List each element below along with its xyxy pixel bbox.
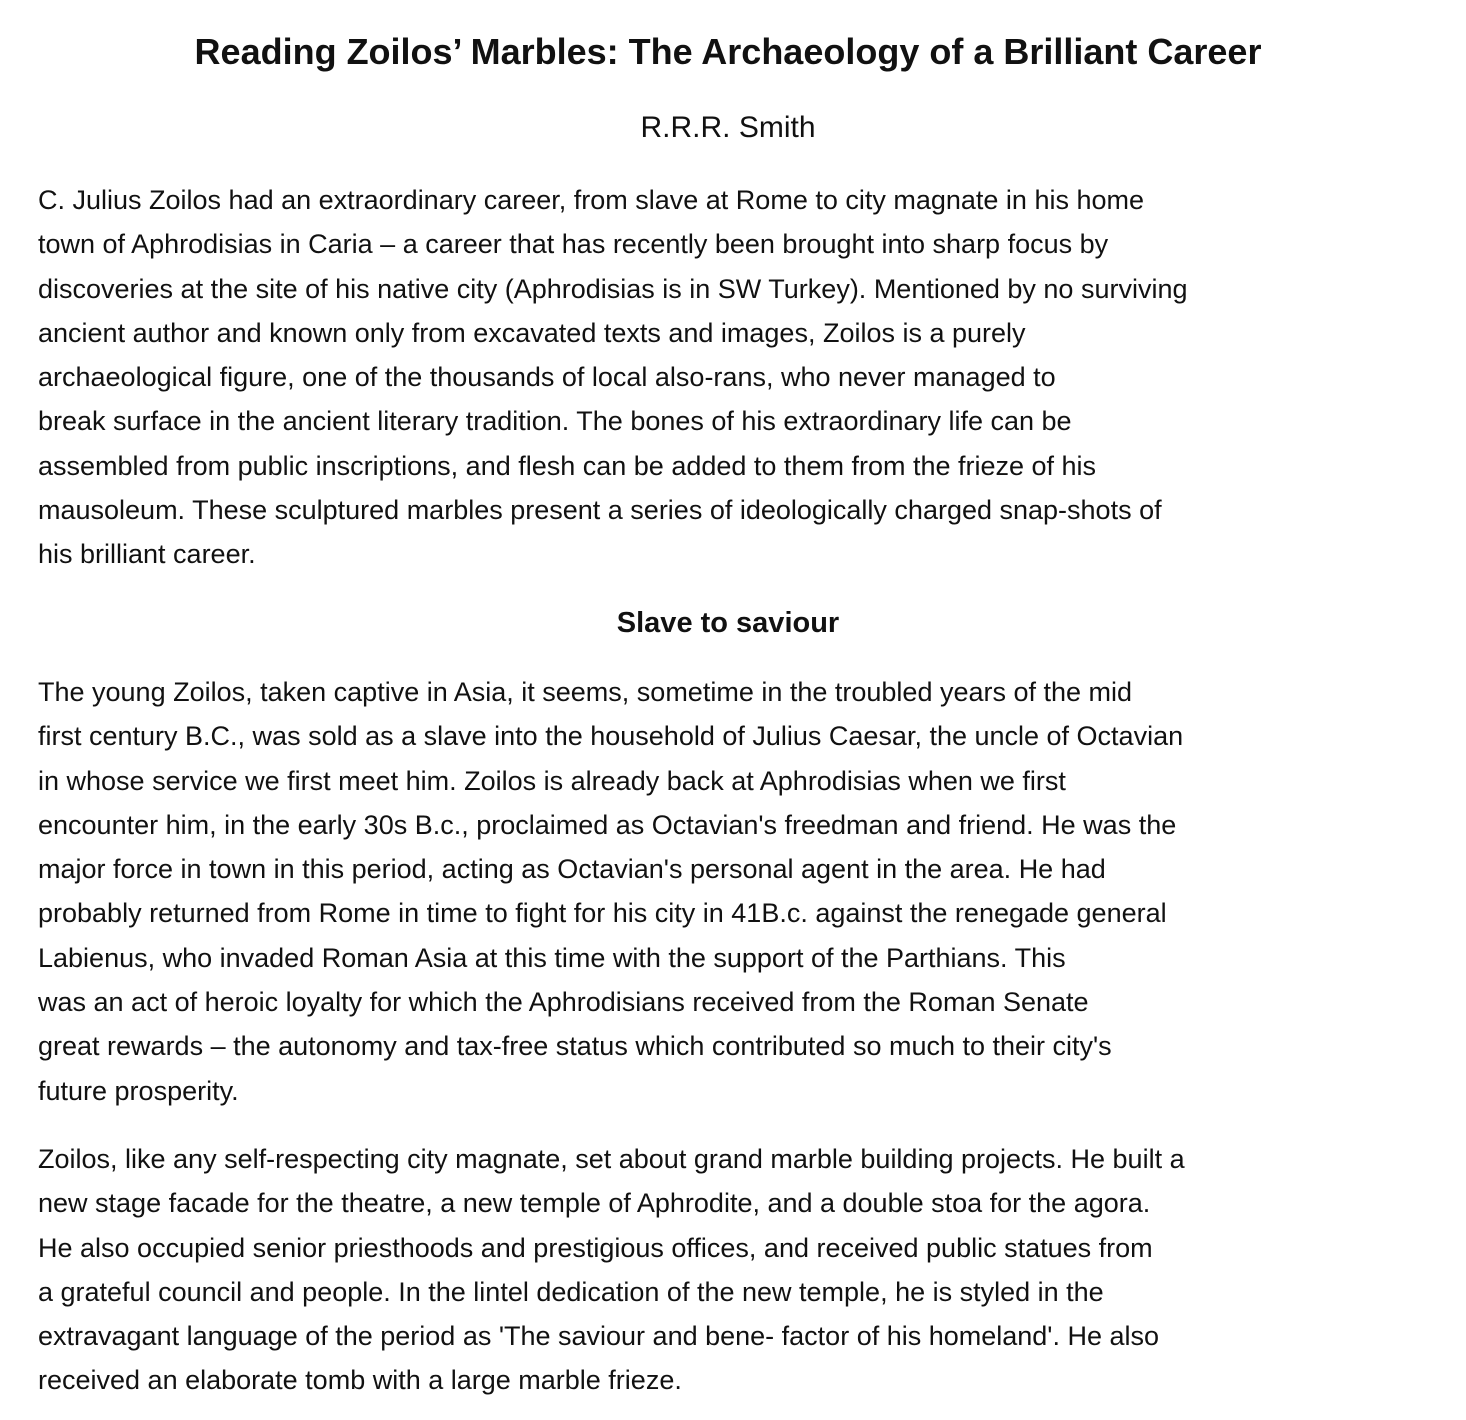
text-line: discoveries at the site of his native city (Aphrodisias is in SW Turkey). Mentioned by no surviving	[38, 273, 1188, 304]
author-name: R.R.R. Smith	[640, 111, 816, 144]
text-line: The young Zoilos, taken captive in Asia, it seems, sometime in the troubled years of the mid	[38, 677, 1133, 707]
text-line: a grateful council and people. In the lintel dedication of the new temple, he is styled in the	[38, 1276, 1104, 1307]
paragraph-building-projects	[38, 1137, 1418, 1403]
text-line: future prosperity.	[38, 1075, 239, 1106]
paragraph-intro	[38, 178, 1418, 577]
text-line: new stage facade for the theatre, a new temple of Aphrodite, and a double stoa for the agora.	[38, 1188, 1151, 1219]
text-line: in whose service we first meet him. Zoilos is already back at Aphrodisias when we first	[38, 765, 1066, 796]
text-line: archaeological figure, one of the thousands of local also-rans, who never managed to	[38, 362, 1056, 393]
text-line: probably returned from Rome in time to fight for his city in 41B.c. against the renegade general	[38, 898, 1167, 929]
text-line: was an act of heroic loyalty for which the Aphrodisians received from the Roman Senate	[38, 987, 1089, 1018]
text-line: extravagant language of the period as 'The saviour and bene- factor of his homeland'. He also	[38, 1321, 1160, 1352]
text-line: encounter him, in the early 30s B.c., proclaimed as Octavian's freedman and friend. He was the	[38, 809, 1177, 840]
text-line: He also occupied senior priesthoods and prestigious offices, and received public statues from	[38, 1232, 1153, 1263]
text-line: received an elaborate tomb with a large marble frieze.	[38, 1365, 682, 1396]
text-line: his brilliant career.	[38, 539, 256, 570]
text-line: mausoleum. These sculptured marbles present a series of ideologically charged snap-shots of	[38, 495, 1162, 526]
text-line: Labienus, who invaded Roman Asia at this time with the support of the Parthians. This	[38, 942, 1066, 973]
text-line: great rewards – the autonomy and tax-free status which contributed so much to their city's	[38, 1031, 1112, 1062]
text-line: first century B.C., was sold as a slave into the household of Julius Caesar, the uncle of Octavian	[38, 721, 1184, 752]
document-title: Reading Zoilos’ Marbles: The Archaeology of a Brilliant Career	[194, 31, 1262, 72]
paragraph-slave-to-saviour	[38, 670, 1418, 1113]
text-line: major force in town in this period, acting as Octavian's personal agent in the area. He had	[38, 854, 1106, 885]
text-line: ancient author and known only from excavated texts and images, Zoilos is a purely	[38, 317, 1026, 348]
text-line: break surface in the ancient literary tradition. The bones of his extraordinary life can be	[38, 406, 1072, 437]
text-line: C. Julius Zoilos had an extraordinary career, from slave at Rome to city magnate in his home	[38, 185, 1144, 215]
text-line: assembled from public inscriptions, and flesh can be added to them from the frieze of his	[38, 450, 1097, 481]
text-line: town of Aphrodisias in Caria – a career that has recently been brought into sharp focus by	[38, 229, 1109, 260]
section-heading: Slave to saviour	[616, 607, 840, 639]
text-line: Zoilos, like any self-respecting city magnate, set about grand marble building projects. He built a	[38, 1144, 1185, 1174]
